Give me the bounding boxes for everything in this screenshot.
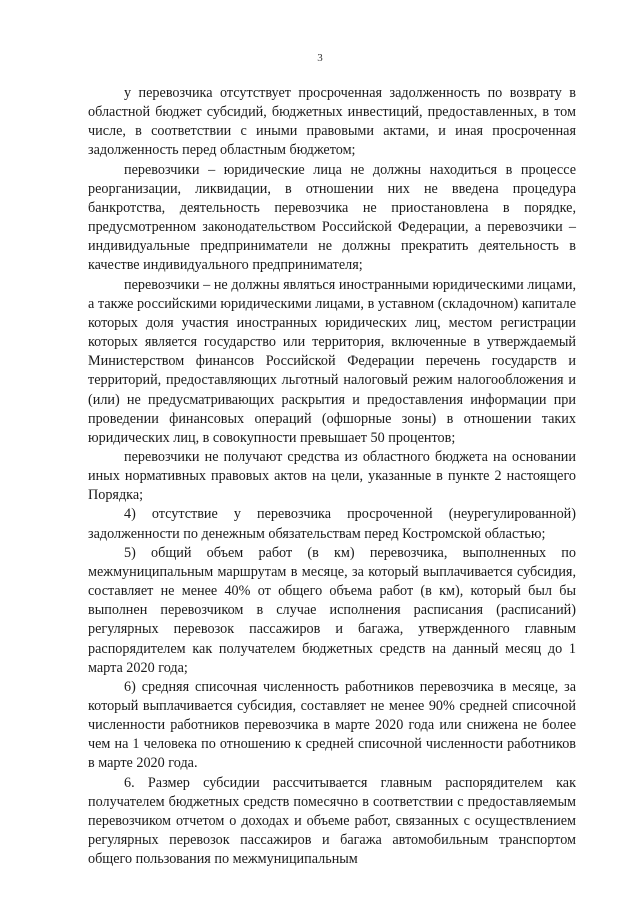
- paragraph: 5) общий объем работ (в км) перевозчика, выполненных по межмуниципальным маршрутам в месяце, за который выплачивается субсидия, составляет не менее 40% от общего объема работ (в км), который был бы выполнен перевозчиком в случае исполнения расписания (расписаний) регулярных перевозок пассажиров и багажа, утвержденного главным распорядителем как получателем бюджетных средств на данный месяц до 1 марта 2020 года;: [88, 544, 576, 676]
- paragraph: перевозчики не получают средства из областного бюджета на основании иных нормативных правовых актов на цели, указанные в пункте 2 настоящего Порядка;: [88, 448, 576, 504]
- paragraph: 6. Размер субсидии рассчитывается главным распорядителем как получателем бюджетных средств помесячно в соответствии с предоставляемым перевозчиком отчетом о доходах и объеме работ, связанных с осуществлением регулярных перевозок пассажиров и багажа автомобильным транспортом общего пользования по межмуниципальным: [88, 774, 576, 868]
- paragraph: перевозчики – не должны являться иностранными юридическими лицами, а также российскими юридическими лицами, в уставном (складочном) капитале которых доля участия иностранных юридических лиц, местом регистрации которых является государство или территория, включенные в утверждаемый Министерством финансов Российской Федерации перечень государств и территорий, предоставляющих льготный налоговый режим налогообложения и (или) не предусматривающих раскрытия и предоставления информации при проведении финансовых операций (офшорные зоны) в отношении таких юридических лиц, в совокупности превышает 50 процентов;: [88, 276, 576, 446]
- document-body: [88, 84, 576, 869]
- paragraph: у перевозчика отсутствует просроченная задолженность по возврату в областной бюджет субсидий, бюджетных инвестиций, предоставленных, в том числе, в соответствии с иными правовыми актами, и иная просроченная задолженность перед областным бюджетом;: [88, 85, 576, 159]
- page-number: 3: [317, 52, 323, 64]
- paragraph: 6) средняя списочная численность работников перевозчика в месяце, за который выплачивается субсидия, составляет не менее 90% средней списочной численности работников перевозчика в марте 2020 года или снижена не более чем на 1 человека по отношению к средней списочной численности работников в марте 2020 года.: [88, 678, 576, 772]
- paragraph: перевозчики – юридические лица не должны находиться в процессе реорганизации, ликвидации, в отношении них не введена процедура банкротства, деятельность перевозчика не приостановлена в порядке, предусмотренном законодательством Российской Федерации, а перевозчики – индивидуальные предприниматели не должны прекратить деятельность в качестве индивидуального предпринимателя;: [88, 161, 576, 274]
- paragraph: 4) отсутствие у перевозчика просроченной (неурегулированной) задолженности по денежным обязательствам перед Костромской областью;: [88, 506, 576, 542]
